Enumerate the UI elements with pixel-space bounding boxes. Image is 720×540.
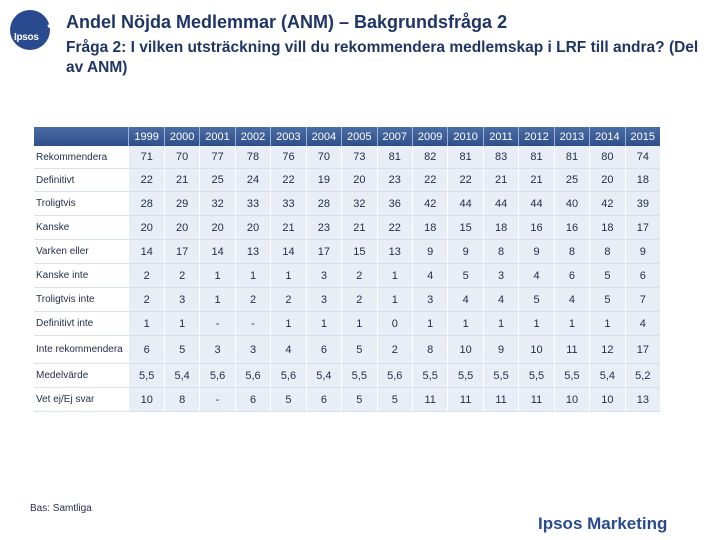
table-cell: 4 [518, 264, 553, 287]
results-table [34, 127, 660, 412]
table-cell: 21 [518, 169, 553, 191]
page-title: Andel Nöjda Medlemmar (ANM) – Bakgrundsfråga 2 [66, 12, 508, 32]
year-header: 2010 [447, 127, 482, 146]
table-cell: 9 [483, 336, 518, 363]
table-cell: 5 [341, 388, 376, 411]
table-cell: 1 [589, 312, 624, 335]
table-cell: 18 [483, 216, 518, 239]
table-cell: 5 [377, 388, 412, 411]
table-cell: 0 [377, 312, 412, 335]
table-cell: 70 [164, 146, 199, 168]
table-cell: 11 [518, 388, 553, 411]
year-header: 2015 [625, 127, 660, 146]
table-cell: 11 [554, 336, 589, 363]
table-header-corner [34, 127, 128, 146]
table-cell: 1 [199, 288, 234, 311]
table-cell: 18 [625, 169, 660, 191]
table-cell: 78 [235, 146, 270, 168]
table-cell: 5,4 [164, 364, 199, 387]
table-cell: 32 [341, 192, 376, 215]
table-cell: 21 [483, 169, 518, 191]
table-cell: 15 [341, 240, 376, 263]
table-cell: 10 [447, 336, 482, 363]
table-cell: 25 [554, 169, 589, 191]
table-cell: 5 [447, 264, 482, 287]
table-cell: 28 [128, 192, 163, 215]
year-header: 2005 [341, 127, 376, 146]
table-cell: 24 [235, 169, 270, 191]
table-cell: 23 [377, 169, 412, 191]
table-cell: 1 [128, 312, 163, 335]
table-cell: 2 [164, 264, 199, 287]
table-row [34, 364, 660, 388]
table-cell: 2 [341, 264, 376, 287]
table-cell: 82 [412, 146, 447, 168]
table-cell: 3 [164, 288, 199, 311]
table-cell: 81 [447, 146, 482, 168]
table-cell: 1 [199, 264, 234, 287]
table-cell: 14 [199, 240, 234, 263]
table-cell: 20 [589, 169, 624, 191]
table-cell: 5 [518, 288, 553, 311]
table-row [34, 288, 660, 312]
table-cell: 73 [341, 146, 376, 168]
row-label: Kanske [36, 222, 70, 233]
table-cell: 17 [306, 240, 341, 263]
year-header: 2001 [199, 127, 234, 146]
table-cell: 8 [164, 388, 199, 411]
table-cell: 10 [554, 388, 589, 411]
table-cell: 22 [128, 169, 163, 191]
table-cell: 20 [164, 216, 199, 239]
table-cell: 29 [164, 192, 199, 215]
table-cell: 3 [199, 336, 234, 363]
table-cell: 13 [625, 388, 660, 411]
table-cell: 5,5 [341, 364, 376, 387]
table-cell: 5,6 [199, 364, 234, 387]
table-cell: 5 [270, 388, 305, 411]
year-header: 2011 [483, 127, 518, 146]
table-cell: 36 [377, 192, 412, 215]
table-cell: 20 [128, 216, 163, 239]
table-cell: 5,4 [589, 364, 624, 387]
table-cell: 1 [518, 312, 553, 335]
table-cell: 6 [554, 264, 589, 287]
ipsos-logo [10, 10, 50, 50]
year-header: 2004 [306, 127, 341, 146]
table-cell: 21 [341, 216, 376, 239]
table-cell: 2 [270, 288, 305, 311]
page-subtitle: Fråga 2: I vilken utsträckning vill du rekommendera medlemskap i LRF till andra? (Del av ANM) [66, 39, 699, 76]
table-cell: 2 [377, 336, 412, 363]
table-cell: 17 [625, 216, 660, 239]
table-cell: 1 [164, 312, 199, 335]
table-cell: 4 [625, 312, 660, 335]
table-cell: 6 [625, 264, 660, 287]
table-cell: 8 [554, 240, 589, 263]
table-cell: 22 [447, 169, 482, 191]
row-label: Medelvärde [36, 370, 89, 381]
table-cell: 70 [306, 146, 341, 168]
table-cell: 9 [518, 240, 553, 263]
table-cell: 71 [128, 146, 163, 168]
row-label: Rekommendera [36, 151, 108, 163]
table-cell: 44 [483, 192, 518, 215]
year-header: 2014 [589, 127, 624, 146]
year-header: 2009 [412, 127, 447, 146]
table-cell: 17 [164, 240, 199, 263]
table-cell: 40 [554, 192, 589, 215]
table-cell: 1 [377, 288, 412, 311]
table-cell: 5,2 [625, 364, 660, 387]
table-cell: 6 [128, 336, 163, 363]
row-label: Definitivt inte [36, 318, 94, 329]
table-cell: 20 [199, 216, 234, 239]
table-row [34, 169, 660, 192]
table-cell: 8 [412, 336, 447, 363]
table-cell: 22 [270, 169, 305, 191]
table-cell: 18 [412, 216, 447, 239]
table-cell: 7 [625, 288, 660, 311]
table-cell: 32 [199, 192, 234, 215]
table-cell: 17 [625, 336, 660, 363]
table-cell: 20 [235, 216, 270, 239]
table-cell: 13 [377, 240, 412, 263]
table-cell: 2 [128, 264, 163, 287]
brand-footer: Ipsos Marketing [538, 514, 668, 533]
table-cell: 14 [270, 240, 305, 263]
table-header-row [34, 127, 660, 146]
table-cell: - [199, 388, 234, 411]
table-cell: 74 [625, 146, 660, 168]
table-cell: 23 [306, 216, 341, 239]
table-cell: 9 [412, 240, 447, 263]
table-cell: 81 [518, 146, 553, 168]
table-cell: 3 [412, 288, 447, 311]
table-cell: 1 [235, 264, 270, 287]
table-cell: 6 [306, 336, 341, 363]
table-cell: 22 [412, 169, 447, 191]
table-cell: 13 [235, 240, 270, 263]
table-cell: 1 [483, 312, 518, 335]
table-cell: 10 [589, 388, 624, 411]
year-header: 2000 [164, 127, 199, 146]
table-cell: 1 [554, 312, 589, 335]
table-cell: 6 [235, 388, 270, 411]
table-cell: 9 [447, 240, 482, 263]
table-cell: 10 [518, 336, 553, 363]
table-cell: 39 [625, 192, 660, 215]
table-cell: 5,5 [483, 364, 518, 387]
table-cell: 33 [270, 192, 305, 215]
table-cell: 9 [625, 240, 660, 263]
table-cell: 3 [306, 288, 341, 311]
table-row [34, 192, 660, 216]
year-header: 2003 [270, 127, 305, 146]
table-row [34, 240, 660, 264]
table-cell: 4 [447, 288, 482, 311]
table-cell: 11 [447, 388, 482, 411]
logo-ring-icon [30, 4, 58, 32]
table-cell: 33 [235, 192, 270, 215]
table-cell: 80 [589, 146, 624, 168]
table-cell: 5,6 [235, 364, 270, 387]
row-label: Troligtvis inte [36, 294, 95, 305]
table-cell: 5,4 [306, 364, 341, 387]
table-cell: 5,6 [377, 364, 412, 387]
table-cell: 76 [270, 146, 305, 168]
table-cell: 83 [483, 146, 518, 168]
table-cell: 12 [589, 336, 624, 363]
table-cell: 19 [306, 169, 341, 191]
base-note: Bas: Samtliga [30, 503, 92, 514]
row-label: Definitivt [36, 174, 75, 186]
table-cell: 5,6 [270, 364, 305, 387]
row-label: Vet ej/Ej svar [36, 394, 95, 405]
table-cell: 21 [270, 216, 305, 239]
table-cell: - [199, 312, 234, 335]
table-cell: 81 [377, 146, 412, 168]
table-cell: 44 [447, 192, 482, 215]
year-header: 2007 [377, 127, 412, 146]
table-cell: 1 [447, 312, 482, 335]
table-cell: 4 [483, 288, 518, 311]
table-cell: 21 [164, 169, 199, 191]
table-cell: 5,5 [128, 364, 163, 387]
table-cell: - [235, 312, 270, 335]
table-cell: 5 [589, 264, 624, 287]
year-header: 2002 [235, 127, 270, 146]
table-cell: 3 [235, 336, 270, 363]
table-cell: 10 [128, 388, 163, 411]
table-row [34, 146, 660, 169]
table-cell: 1 [270, 312, 305, 335]
table-row [34, 312, 660, 336]
table-cell: 5,5 [518, 364, 553, 387]
table-cell: 8 [589, 240, 624, 263]
table-cell: 16 [518, 216, 553, 239]
table-cell: 4 [270, 336, 305, 363]
table-cell: 5 [341, 336, 376, 363]
row-label: Kanske inte [36, 270, 89, 281]
year-header: 2012 [518, 127, 553, 146]
table-cell: 1 [377, 264, 412, 287]
table-cell: 25 [199, 169, 234, 191]
row-label: Varken eller [36, 246, 89, 257]
table-cell: 1 [270, 264, 305, 287]
table-cell: 2 [128, 288, 163, 311]
table-cell: 20 [341, 169, 376, 191]
year-header: 2013 [554, 127, 589, 146]
table-cell: 6 [306, 388, 341, 411]
table-cell: 14 [128, 240, 163, 263]
table-cell: 4 [554, 288, 589, 311]
year-header: 1999 [128, 127, 163, 146]
table-cell: 5 [589, 288, 624, 311]
row-label: Inte rekommendera [36, 344, 123, 355]
table-cell: 5,5 [412, 364, 447, 387]
table-cell: 15 [447, 216, 482, 239]
table-cell: 2 [341, 288, 376, 311]
table-cell: 18 [589, 216, 624, 239]
table-cell: 77 [199, 146, 234, 168]
table-cell: 3 [306, 264, 341, 287]
table-row [34, 216, 660, 240]
table-cell: 3 [483, 264, 518, 287]
table-cell: 44 [518, 192, 553, 215]
table-cell: 4 [412, 264, 447, 287]
logo-text: Ipsos [14, 32, 39, 43]
table-cell: 42 [589, 192, 624, 215]
table-row [34, 336, 660, 364]
table-cell: 5,5 [447, 364, 482, 387]
table-cell: 8 [483, 240, 518, 263]
row-label: Troligtvis [36, 198, 76, 209]
table-cell: 11 [483, 388, 518, 411]
table-cell: 81 [554, 146, 589, 168]
table-cell: 1 [306, 312, 341, 335]
table-cell: 1 [341, 312, 376, 335]
table-cell: 5 [164, 336, 199, 363]
table-cell: 28 [306, 192, 341, 215]
table-row [34, 388, 660, 412]
table-cell: 11 [412, 388, 447, 411]
table-cell: 2 [235, 288, 270, 311]
table-cell: 42 [412, 192, 447, 215]
table-cell: 5,5 [554, 364, 589, 387]
table-cell: 16 [554, 216, 589, 239]
table-cell: 1 [412, 312, 447, 335]
table-row [34, 264, 660, 288]
table-cell: 22 [377, 216, 412, 239]
